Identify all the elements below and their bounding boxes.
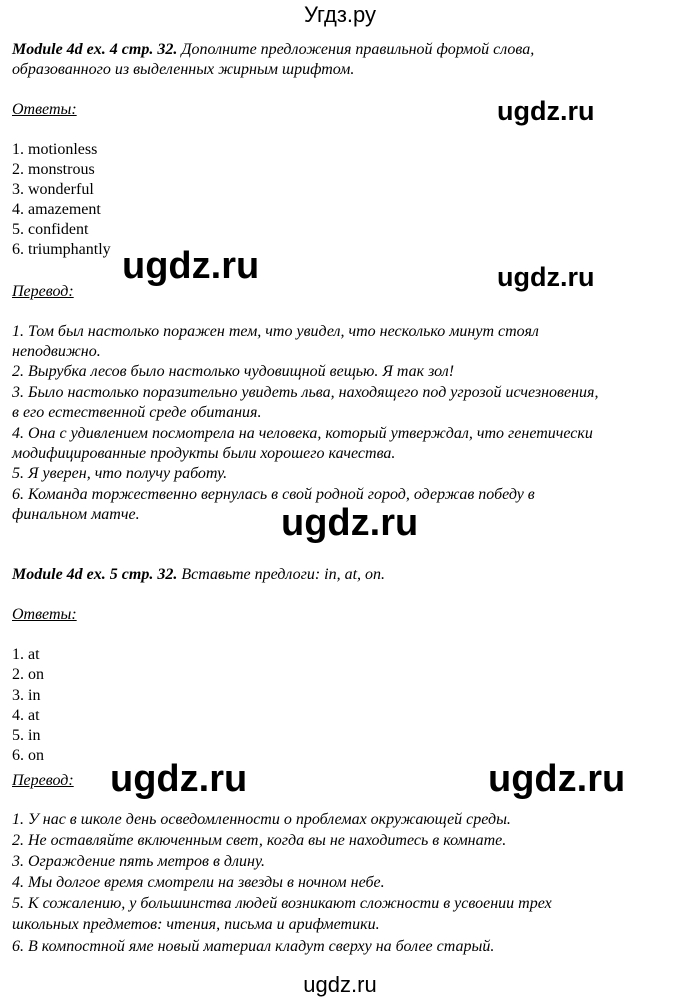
- ex4-task-line2: образованного из выделенных жирным шрифтом.: [12, 61, 355, 78]
- ex4-translation-line: 4. Она с удивлением посмотрела на человека, который утверждал, что генетически: [12, 425, 593, 442]
- watermark: ugdz.ru: [497, 262, 595, 292]
- ex5-translation-label: Перевод:: [12, 772, 74, 789]
- ex5-task-text: Вставьте предлоги: in, at, on.: [177, 566, 386, 583]
- ex4-translation-line: финальном матче.: [12, 506, 140, 523]
- ex4-translation-line: неподвижно.: [12, 343, 101, 360]
- ex5-translation-line: 3. Ограждение пять метров в длину.: [12, 853, 266, 870]
- ex4-answer: 2. monstrous: [12, 161, 95, 178]
- ex5-answer: 6. on: [12, 747, 44, 764]
- watermark: ugdz.ru: [281, 502, 419, 544]
- watermark: ugdz.ru: [110, 758, 248, 800]
- ex5-answer: 2. on: [12, 666, 44, 683]
- watermark: ugdz.ru: [122, 245, 260, 287]
- ex5-answer: 4. at: [12, 707, 40, 724]
- ex4-answer: 4. amazement: [12, 201, 101, 218]
- ex5-answers-label: Ответы:: [12, 606, 77, 623]
- ex4-answers-label: Ответы:: [12, 101, 77, 118]
- ex5-translation-line: 6. В компостной яме новый материал кладут сверху на более старый.: [12, 938, 495, 955]
- ex4-translation-line: 1. Том был настолько поражен тем, что увидел, что несколько минут стоял: [12, 323, 539, 340]
- ex4-translation-label: Перевод:: [12, 283, 74, 300]
- ex5-translation-line: школьных предметов: чтения, письма и арифметики.: [12, 916, 380, 933]
- ex5-answer: 5. in: [12, 727, 41, 744]
- site-footer: ugdz.ru: [303, 972, 377, 997]
- ex4-translation-line: модифицированные продукты были хорошего качества.: [12, 445, 396, 462]
- ex4-translation-line: 2. Вырубка лесов было настолько чудовищной вещью. Я так зол!: [12, 363, 455, 380]
- ex4-translation-line: 3. Было настолько поразительно увидеть льва, находящего под угрозой исчезновения,: [12, 384, 599, 401]
- ex5-task-line: [12, 565, 385, 585]
- site-header: Угдз.ру: [303, 2, 377, 27]
- watermark: ugdz.ru: [497, 96, 595, 126]
- ex5-translation-line: 4. Мы долгое время смотрели на звезды в ночном небе.: [12, 874, 385, 891]
- ex5-answer: 3. in: [12, 687, 41, 704]
- ex4-answer: 6. triumphantly: [12, 241, 111, 258]
- ex5-reference: Module 4d ex. 5 стр. 32.: [12, 566, 178, 583]
- ex4-answer: 3. wonderful: [12, 181, 94, 198]
- ex4-translation-line: 5. Я уверен, что получу работу.: [12, 465, 228, 482]
- ex4-answer: 5. confident: [12, 221, 89, 238]
- watermark: ugdz.ru: [488, 758, 626, 800]
- ex5-translation-line: 1. У нас в школе день осведомленности о проблемах окружающей среды.: [12, 811, 511, 828]
- ex4-reference: Module 4d ex. 4 стр. 32.: [12, 41, 178, 58]
- ex5-translation-line: 2. Не оставляйте включенным свет, когда вы не находитесь в комнате.: [12, 832, 507, 849]
- ex4-answer: 1. motionless: [12, 141, 98, 158]
- ex4-task-text: Дополните предложения правильной формой слова,: [177, 41, 535, 58]
- ex5-answer: 1. at: [12, 646, 40, 663]
- ex4-translation-line: 6. Команда торжественно вернулась в свой родной город, одержав победу в: [12, 486, 535, 503]
- ex4-translation-line: в его естественной среде обитания.: [12, 404, 262, 421]
- ex5-translation-line: 5. К сожалению, у большинства людей возникают сложности в усвоении трех: [12, 895, 552, 912]
- ex4-task-line1: [12, 40, 534, 60]
